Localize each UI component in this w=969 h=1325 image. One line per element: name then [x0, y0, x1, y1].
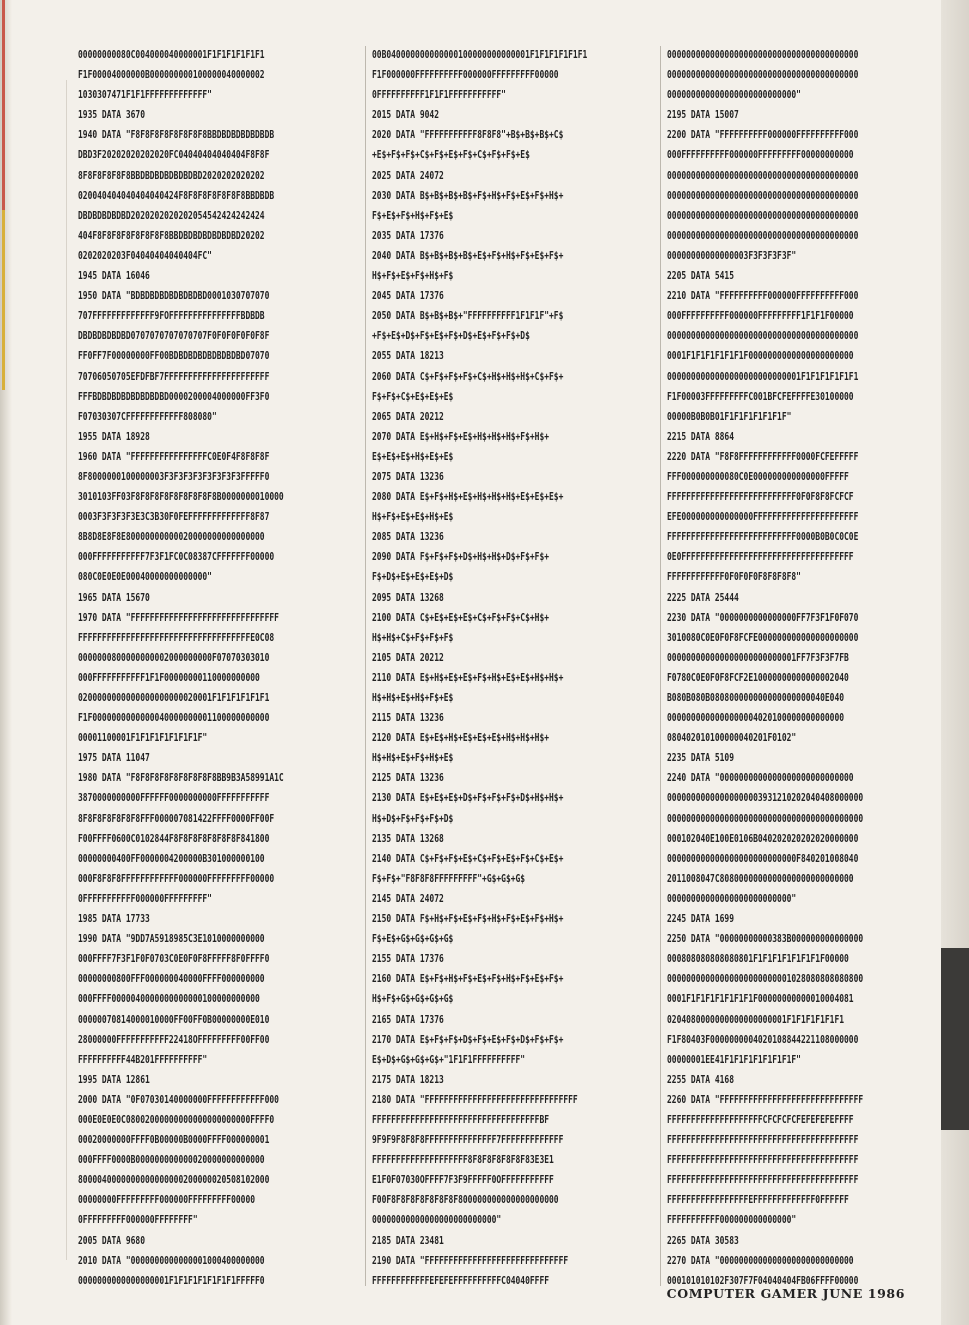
code-line: 8F8000000100000003F3F3F3F3F3F3F3F3FFFFF0	[78, 471, 270, 483]
code-line: H$+F$+E$+E$+H$+E$	[372, 512, 454, 524]
code-line: FFFFFFFFFFFFFFFFFFFFFFFFFFFFFFFFFFFFE0C08	[78, 632, 275, 644]
code-line: 2050 DATA B$+B$+B$+"FFFFFFFFFF1F1F1F"+F$	[372, 311, 564, 323]
code-line: 1970 DATA "FFFFFFFFFFFFFFFFFFFFFFFFFFFFFFF	[78, 612, 279, 624]
code-line: FFFFFFFFFFFFFFFFFFFF8F8F8F8F8F8F83E3E1	[372, 1155, 555, 1167]
color-strip-yellow	[2, 210, 5, 390]
code-line: FFFFFFFFFFFFEFEFEFFFFFFFFFFC04040FFFF	[372, 1275, 550, 1286]
code-line: DBDBDBDBDBD0707070707070707F0F0F0F0F0F8F	[78, 331, 270, 343]
listing-column-2	[365, 46, 645, 1286]
code-line: 0000000000000000000000000000000000000000	[666, 331, 859, 343]
code-line: 2040 DATA B$+B$+B$+B$+E$+F$+H$+F$+E$+F$+	[372, 250, 564, 262]
code-line: 080402010100000040201F0102"	[666, 733, 796, 745]
code-line: 2015 DATA 9042	[372, 110, 440, 122]
code-line: 000000000000000000000000000"	[666, 90, 801, 102]
code-line: 2250 DATA "00000000000383B000000000000000	[666, 934, 863, 946]
code-line: 2205 DATA 5415	[666, 271, 734, 283]
code-line: FF0FF7F00000000FF00BDBDBDBDBDBDBDBD07070	[78, 351, 270, 363]
code-line: +F$+E$+D$+F$+E$+F$+D$+E$+F$+F$+D$	[372, 331, 531, 343]
page-footer: COMPUTER GAMER JUNE 1986	[666, 1286, 905, 1301]
code-line: 2230 DATA "0000000000000000FF7F3F1F0F070	[666, 612, 859, 624]
code-line: 00000000FFFFFFFFF000000FFFFFFFFF00000	[78, 1195, 256, 1207]
code-line: 2005 DATA 9680	[78, 1235, 145, 1247]
code-line: 00000001EE41F1F1F1F1F1F1F1F"	[666, 1054, 801, 1066]
code-line: 1955 DATA 18928	[78, 431, 150, 443]
code-line: FFFFFFFFFF44B201FFFFFFFFFF"	[78, 1054, 208, 1066]
code-line: 3870000000000FFFFFF0000000000FFFFFFFFFFF	[78, 793, 270, 805]
code-line: 0200000000000000000000020001F1F1F1F1F1F1	[78, 693, 270, 704]
code-line: 000E0E0E0C08002000000000000000000000FFFF0	[78, 1114, 275, 1126]
code-line: DBD3F20202020202020FC04040404040404F8F8F	[78, 150, 270, 162]
code-line: 000FFFFFFFFFF000000FFFFFFFFF1F1F1F00000	[666, 311, 854, 323]
code-line: 1030307471F1F1FFFFFFFFFFFFF"	[78, 90, 212, 102]
code-line: 2270 DATA "0000000000000000000000000000	[666, 1255, 854, 1267]
code-line: 0FFFFFFFFFF1F1F1FFFFFFFFFFF"	[372, 90, 507, 102]
code-line: 0000000800000000002000000000F07070303010	[78, 652, 270, 664]
code-line: 2260 DATA "FFFFFFFFFFFFFFFFFFFFFFFFFFFFFF	[666, 1094, 863, 1106]
code-line: FFFFFFFFFFF000000000000000"	[666, 1215, 796, 1227]
code-line: 3010103FF03F8F8F8F8F8F8F8F8F8B0000000010000	[78, 492, 284, 504]
code-line: 2140 DATA C$+F$+F$+E$+C$+F$+E$+F$+C$+E$+	[372, 853, 564, 865]
code-line: 1935 DATA 3670	[78, 110, 145, 122]
code-line: 1990 DATA "9DD7A5918985C3E1010000000000	[78, 934, 265, 946]
code-line: 00000000000000003F3F3F3F3F"	[666, 250, 796, 262]
code-line: 0000000000000000001F1F1F1F1F1F1F1FFFFF0	[78, 1275, 265, 1286]
code-line: 1940 DATA "F8F8F8F8F8F8F8F8BBDBDBDBDBDBDB	[78, 130, 275, 142]
page-binding-edge	[0, 0, 12, 1325]
code-line: 2145 DATA 24072	[372, 893, 445, 905]
page-tab-marker	[941, 948, 969, 1130]
code-line: 0001F1F1F1F1F1F1F1F00000000000010004081	[666, 994, 854, 1006]
code-line: H$+H$+E$+H$+F$+E$	[372, 693, 454, 704]
code-line: 0FFFFFFFFFFF000000FFFFFFFFF"	[78, 893, 212, 905]
code-line: 00000000000000000000000001028080808080800	[666, 974, 863, 986]
code-line: 2265 DATA 30583	[666, 1235, 739, 1247]
code-line: 0000000000000000000000000000000000000000	[666, 210, 859, 222]
code-line: 2200 DATA "FFFFFFFFFF000000FFFFFFFFFF000	[666, 130, 859, 142]
code-line: 2190 DATA "FFFFFFFFFFFFFFFFFFFFFFFFFFFFFF	[372, 1255, 569, 1267]
code-line: 2150 DATA F$+H$+F$+E$+F$+H$+F$+E$+F$+H$+	[372, 914, 564, 926]
code-line: 000FFFFFFFFFFF1F1F00000000110000000000	[78, 672, 260, 684]
code-line: F$+F$+C$+E$+E$+E$	[372, 391, 454, 403]
code-line: 020040404040404040424F8F8F8F8F8F8F8BBDBDB	[78, 190, 275, 202]
code-line: 000000000000000000000000001FF7F3F3F7FB	[666, 652, 849, 664]
code-line: 2255 DATA 4168	[666, 1074, 734, 1086]
code-line: FFFFFFFFFFFFFFFFFFFFFFFFFFFFFFFFFFFFFFFF	[666, 1135, 859, 1147]
code-line: E$+D$+G$+G$+G$+"1F1F1FFFFFFFFFF"	[372, 1054, 526, 1066]
code-line: E1F0F07030OFFFF7F3F9FFFFF0OFFFFFFFFFFF	[372, 1175, 555, 1187]
code-line: B080B080B080800000000000000000040E040	[666, 693, 844, 704]
code-line: 2110 DATA E$+H$+E$+E$+F$+H$+E$+E$+H$+H$+	[372, 672, 564, 684]
code-line: 2135 DATA 13268	[372, 833, 445, 845]
code-line: F$+F$+"F8F8F8FFFFFFFFF"+G$+G$+G$	[372, 873, 526, 885]
code-line: 00001100001F1F1F1F1F1F1F1F"	[78, 733, 208, 745]
code-line: 0000000000000000000000000000000000000000	[666, 230, 859, 242]
code-line: 080C0E0E0E00040000000000000"	[78, 572, 212, 584]
code-line: 2125 DATA 13236	[372, 773, 445, 785]
code-line: 2070 DATA E$+H$+F$+E$+H$+H$+H$+F$+H$+	[372, 431, 550, 443]
code-line: FFFFFFFFFFFFFFFFFFFFFFFFFFF0000B0B0C0C0E	[666, 532, 859, 544]
code-line: FFFFFFFFFFFFFFFFFFFFCFCFCFCFEFEFEFEFFFF	[666, 1114, 854, 1126]
code-line: 2210 DATA "FFFFFFFFFF000000FFFFFFFFFF000	[666, 291, 859, 303]
code-line: FFFFFFFFFFFFFFFFFFFFFFFFFFFFFFFFFFFBF	[372, 1114, 550, 1126]
code-line: 0202020203F04040404040404FC"	[78, 250, 212, 262]
code-line: 1980 DATA "F8F8F8F8F8F8F8F8F8BB9B3A58991A1C	[78, 773, 284, 785]
code-line: H$+F$+E$+F$+H$+F$	[372, 271, 454, 283]
code-line: 404F8F8F8F8F8F8F8F8BBDBDBDBDBDBDBD20202	[78, 230, 265, 242]
code-line: H$+H$+C$+F$+F$+F$	[372, 632, 454, 644]
code-line: 2160 DATA E$+F$+H$+F$+E$+F$+H$+F$+E$+F$+	[372, 974, 564, 986]
code-line: 0000000000000000000000000001F1F1F1F1F1F1	[666, 371, 859, 383]
code-line: 2020 DATA "FFFFFFFFFFF8F8F8"+B$+B$+B$+C$	[372, 130, 564, 142]
code-line: 2085 DATA 13236	[372, 532, 445, 544]
code-line: 2090 DATA F$+F$+F$+D$+H$+H$+D$+F$+F$+	[372, 552, 550, 564]
code-line: 28000000FFFFFFFFFFF22418OFFFFFFFFF00FF00	[78, 1034, 270, 1046]
code-line: 1960 DATA "FFFFFFFFFFFFFFFFC0E0F4F8F8F8F	[78, 451, 270, 463]
code-line: 2120 DATA E$+E$+H$+E$+E$+E$+H$+H$+H$+	[372, 733, 550, 745]
code-line: 2240 DATA "0000000000000000000000000000	[666, 773, 854, 785]
code-line: 2220 DATA "F8F8FFFFFFFFFFFF0000FCFEFFFFF	[666, 451, 859, 463]
code-line: 1985 DATA 17733	[78, 914, 150, 926]
code-line: 000FFFFFFFFFFF7F3F1FC0C08387CFFFFFFF00000	[78, 552, 275, 564]
code-line: +E$+F$+F$+C$+F$+E$+F$+C$+F$+F$+E$	[372, 150, 531, 162]
code-line: 000FFFF7F3F1F0F0703C0E0F0F8FFFFF8F0FFFF0	[78, 954, 270, 966]
code-line: 000808080808080801F1F1F1F1F1F1F1F00000	[666, 954, 849, 966]
code-line: F$+D$+E$+E$+E$+D$	[372, 572, 454, 584]
code-line: 000FFFF0000B000000000000020000000000000	[78, 1155, 265, 1167]
code-line: 00000000800FFF000000040000FFFF000000000	[78, 974, 265, 986]
page-right-edge	[941, 0, 969, 1325]
code-line: 0000000000000000000000000000000000000000	[666, 170, 859, 182]
code-line: 0000000000000000004020100000000000000	[666, 713, 844, 725]
code-line: 2185 DATA 23481	[372, 1235, 445, 1247]
code-line: 2060 DATA C$+F$+F$+F$+C$+H$+H$+H$+C$+F$+	[372, 371, 564, 383]
code-line: 00020000000FFFF0B00000B0000FFFF000000001	[78, 1135, 270, 1147]
code-line: 0000000000000000000000000000000000000000	[666, 70, 859, 82]
code-line: 2215 DATA 8864	[666, 431, 734, 443]
code-line: 8B8D8E8F8E80000000000020000000000000000	[78, 532, 265, 544]
code-line: 00000000400FF0000004200000B301000000100	[78, 853, 265, 865]
code-line: EFE000000000000000FFFFFFFFFFFFFFFFFFFFFF	[666, 512, 859, 524]
code-line: 2095 DATA 13268	[372, 592, 445, 604]
code-line: 00000070814000010000FF00FF0B00000000E010	[78, 1014, 270, 1026]
code-line: 2180 DATA "FFFFFFFFFFFFFFFFFFFFFFFFFFFFFFFF	[372, 1094, 579, 1106]
code-line: FFFBDBDBDBDBDBDBDBD0000200004000000FF3F0	[78, 391, 270, 403]
code-line: 2030 DATA B$+B$+B$+B$+F$+H$+F$+E$+F$+H$+	[372, 190, 564, 202]
code-line: 0001F1F1F1F1F1F1F0000000000000000000000	[666, 351, 854, 363]
code-line: 2170 DATA E$+F$+F$+D$+F$+E$+F$+D$+F$+F$+	[372, 1034, 564, 1046]
code-line: F1F00004000000B000000000100000040000002	[78, 70, 265, 82]
code-line: H$+H$+E$+F$+H$+E$	[372, 753, 454, 765]
code-line: 2115 DATA 13236	[372, 713, 445, 725]
code-line: 0204080000000000000000001F1F1F1F1F1F1	[666, 1014, 844, 1026]
code-line: 2000 DATA "0F07030140000000FFFFFFFFFFFF000	[78, 1094, 279, 1106]
left-margin-rule	[66, 80, 67, 1260]
code-line: H$+F$+G$+G$+G$+G$	[372, 994, 454, 1006]
code-line: 2245 DATA 1699	[666, 914, 734, 926]
code-line: 2075 DATA 13236	[372, 471, 445, 483]
code-line: 00000000000000000003931210202040408000000	[666, 793, 863, 805]
code-line: 2105 DATA 20212	[372, 652, 445, 664]
code-line: FFFFFFFFFFFFFFFFFEFFFFFFFFFFFFF0FFFFFF	[666, 1195, 849, 1207]
code-line: 2165 DATA 17376	[372, 1014, 445, 1026]
code-line: 0003F3F3F3F3E3C3B30F0FEFFFFFFFFFFFFF8F87	[78, 512, 270, 524]
code-line: 2045 DATA 17376	[372, 291, 445, 303]
code-line: DBDBDBDBDBD2020202020202054542424242424	[78, 210, 265, 222]
listing-columns	[78, 46, 940, 1286]
code-line: 2055 DATA 18213	[372, 351, 445, 363]
code-line: FFFFFFFFFFFFFFFFFFFFFFFFFFFFFFFFFFFFFFFF	[666, 1175, 859, 1187]
code-line: 2225 DATA 25444	[666, 592, 739, 604]
code-line: 0000000000000000000000000000000000000000	[666, 50, 859, 61]
code-line: F00FFFF0600C0102844F8F8F8F8F8F8F8F841800	[78, 833, 270, 845]
code-line: 00B040000000000000100000000000001F1F1F1F1F1F1	[372, 50, 588, 61]
code-line: 00000000000000000000000000000000000000000	[666, 813, 863, 825]
code-line: F$+E$+G$+G$+G$+G$	[372, 934, 454, 946]
code-line: 000102040E100E0106B040202020202020000000	[666, 833, 859, 845]
code-line: FFFFFFFFFFFF0F0F0F0F8F8F8F8"	[666, 572, 801, 584]
code-line: F00F8F8F8F8F8F8F8F800000000000000000000	[372, 1195, 559, 1207]
code-line: F0780C0E0F0F8FCF2E10000000000000002040	[666, 672, 849, 684]
code-line: F1F80403F0000000004020108844221108000000	[666, 1034, 859, 1046]
code-line: F1F00003FFFFFFFFFC001BFCFEFFFFE30100000	[666, 391, 854, 403]
code-line: FFFFFFFFFFFFFFFFFFFFFFFFFFF0F0F8F8FCFCF	[666, 492, 854, 504]
code-line: 1950 DATA "BDBDBDBDBDBDBDBD0001030707070	[78, 291, 270, 303]
code-line: H$+D$+F$+F$+F$+D$	[372, 813, 454, 825]
code-line: 8000040000000000000000200000020508102000	[78, 1175, 270, 1187]
code-line: 2035 DATA 17376	[372, 230, 445, 242]
code-line: 00000000000000000000000000"	[666, 893, 796, 905]
code-line: 000000000000000000000000000F840201008040	[666, 853, 859, 865]
code-line: F1F0000000000000040000000001100000000000	[78, 713, 270, 725]
code-line: 2235 DATA 5109	[666, 753, 734, 765]
code-line: 2195 DATA 15007	[666, 110, 739, 122]
code-line: 000F8F8F8FFFFFFFFFFFF000000FFFFFFFFF00000	[78, 873, 275, 885]
code-line: 2065 DATA 20212	[372, 411, 445, 423]
listing-column-3	[660, 46, 940, 1286]
code-line: FFFFFFFFFFFFFFFFFFFFFFFFFFFFFFFFFFFFFFFF	[666, 1155, 859, 1167]
code-line: 0FFFFFFFFF000000FFFFFFFF"	[78, 1215, 198, 1227]
code-line: FFF000000000080C0E000000000000000FFFFF	[666, 471, 849, 483]
code-line: 0000000000000000000000000000000000000000	[666, 190, 859, 202]
code-line: 2175 DATA 18213	[372, 1074, 445, 1086]
color-strip-red	[2, 0, 5, 210]
code-line: 00000000000000000000000000"	[372, 1215, 502, 1227]
code-line: F$+E$+F$+H$+F$+E$	[372, 210, 454, 222]
code-line: 2010 DATA "0000000000000001000400000000	[78, 1255, 265, 1267]
code-line: F1F000000FFFFFFFFFF000000FFFFFFFFF00000	[372, 70, 559, 82]
code-line: 00000000080C004000040000001F1F1F1F1F1F1	[78, 50, 265, 61]
code-line: 000101010102F307F7F04040404FB06FFFF00000	[666, 1275, 859, 1286]
code-line: 000FFFFFFFFFF000000FFFFFFFFF00000000000	[666, 150, 854, 162]
code-line: 3010080C0E0F0F8FCFE000000000000000000000	[666, 632, 859, 644]
code-line: 000FFFF0000040000000000000100000000000	[78, 994, 260, 1006]
code-line: 2025 DATA 24072	[372, 170, 445, 182]
code-line: 2080 DATA E$+F$+H$+E$+H$+H$+H$+E$+E$+E$+	[372, 492, 564, 504]
code-line: F07030307CFFFFFFFFFFFF808080"	[78, 411, 217, 423]
code-line: 70706050705EFDFBF7FFFFFFFFFFFFFFFFFFFFFF	[78, 371, 270, 383]
code-line: 1995 DATA 12861	[78, 1074, 150, 1086]
code-line: 2011008047C8080000000000000000000000000	[666, 873, 854, 885]
code-line: 1975 DATA 11047	[78, 753, 150, 765]
code-line: 9F9F9F8F8F8FFFFFFFFFFFFFFF7FFFFFFFFFFFFF	[372, 1135, 564, 1147]
code-line: 8F8F8F8F8F8F8FFF000007081422FFFF0000FF00F	[78, 813, 275, 825]
code-line: 2130 DATA E$+E$+E$+D$+F$+F$+F$+D$+H$+H$+	[372, 793, 564, 805]
code-line: 1945 DATA 16046	[78, 271, 150, 283]
code-line: E$+E$+E$+H$+E$+E$	[372, 451, 454, 463]
code-line: 8F8F8F8F8F8BBDBDBDBDBDBDBD2020202020202	[78, 170, 265, 182]
code-line: 1965 DATA 15670	[78, 592, 150, 604]
code-line: 00000B0B0B01F1F1F1F1F1F1F"	[666, 411, 792, 423]
code-line: 2100 DATA C$+E$+E$+E$+C$+F$+F$+C$+H$+	[372, 612, 550, 624]
listing-column-1	[78, 46, 351, 1286]
code-line: 2155 DATA 17376	[372, 954, 445, 966]
code-line: 707FFFFFFFFFFFFF9FOFFFFFFFFFFFFFFFBDBDB	[78, 311, 265, 323]
code-line: 0E0FFFFFFFFFFFFFFFFFFFFFFFFFFFFFFFFFFFF	[666, 552, 854, 564]
